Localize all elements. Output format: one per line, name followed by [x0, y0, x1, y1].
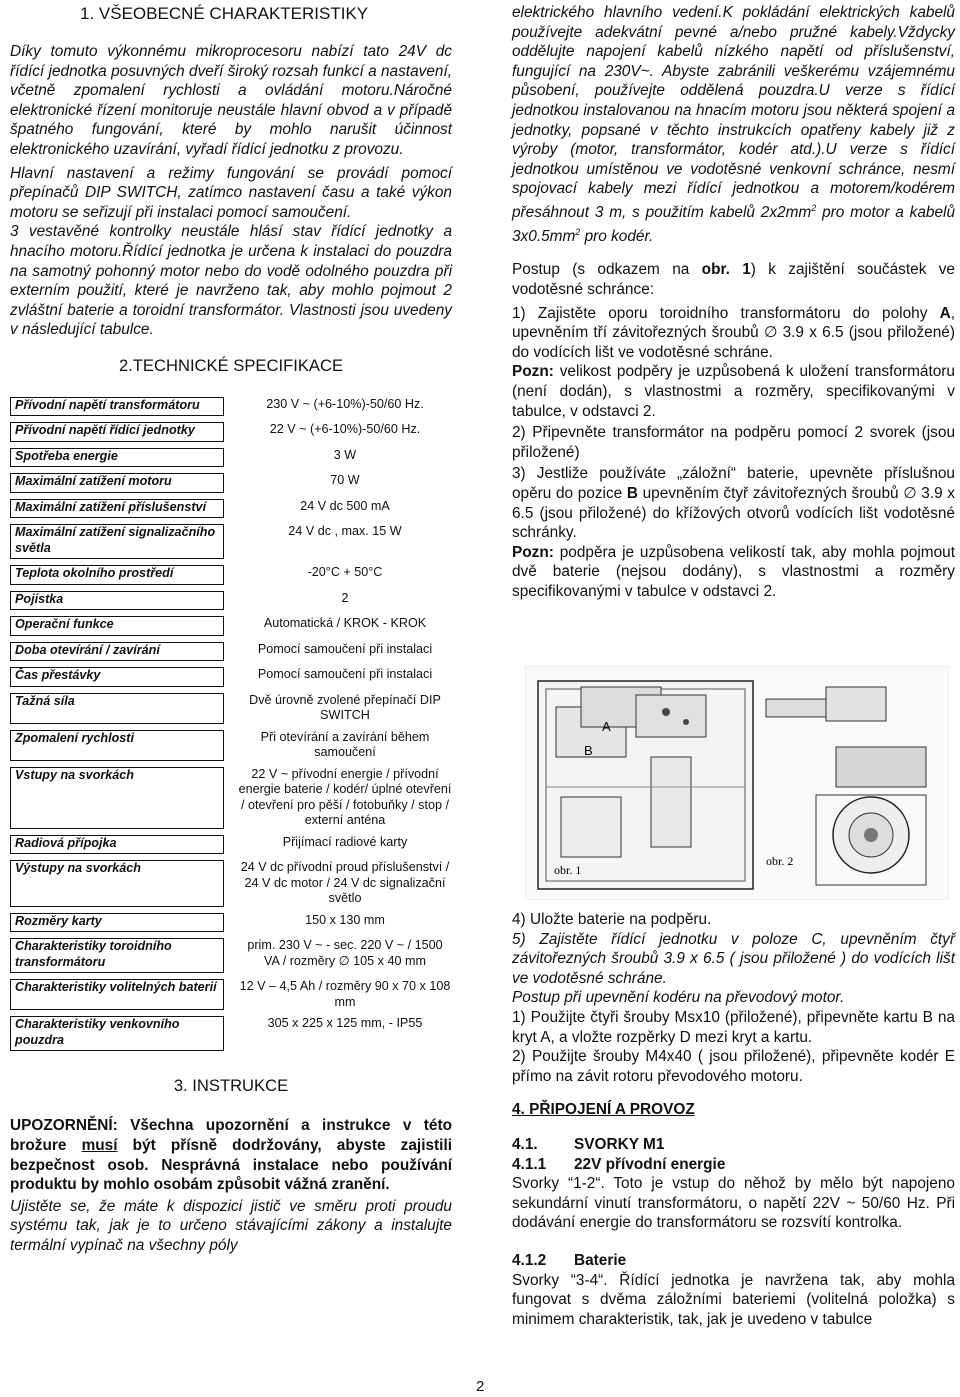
step-2: 2) Připevněte transformátor na podpěru pomocí 2 svorek (jsou přiložené) — [512, 424, 955, 461]
step-4: 4) Uložte baterie na podpěru. — [512, 911, 712, 928]
spec-value: Pomocí samoučení při instalaci — [257, 641, 433, 656]
spec-value: 22 V ~ přívodní energie / přívodní energie baterie / kodér/ úplné otevření / otevření pro pěší / fotobuňky / stop / externí anténa — [238, 766, 452, 828]
spec-key: Teplota okolního prostředí — [10, 565, 224, 585]
spec-row — [10, 730, 456, 761]
assembly-figure — [525, 666, 949, 900]
encoder-step-1: 1) Použijte čtyři šrouby Msx10 (přiložené), připevněte kartu B na kryt A, a vložte rozpěrky D mezi kryt a kartu. — [512, 1008, 955, 1046]
right-para-1-mid: pro motor a kabelů 3x0.5mm — [512, 204, 956, 245]
spec-value: -20°C + 50°C — [307, 565, 383, 580]
spec-row — [10, 591, 456, 611]
heading-4-1-2-text: Baterie — [574, 1251, 627, 1269]
spec-key: Charakteristiky volitelných baterií — [10, 979, 224, 1010]
heading-4-1-num: 4.1. — [512, 1135, 538, 1153]
assembly-drawing — [526, 667, 948, 899]
heading-4-1-1-text: 22V přívodní energie — [574, 1155, 726, 1173]
spec-value: Při otevírání a zavírání během samoučení — [260, 729, 430, 760]
spec-row — [10, 979, 456, 1010]
spec-row — [10, 499, 456, 519]
spec-key: Přívodní napětí řídící jednotky — [10, 422, 224, 442]
section-3-para-1: Ujistěte se, že máte k dispozici jistič ve směru proti proudu systému tak, jak je to určeno stávajícími zákony a instalujte termální vypínač na všechny póly — [10, 1197, 452, 1254]
section-2-title: 2.TECHNICKÉ SPECIFIKACE — [118, 355, 344, 375]
spec-row — [10, 860, 456, 907]
section-1-title: 1. VŠEOBECNÉ CHARAKTERISTIKY — [80, 4, 369, 23]
spec-key: Pojistka — [10, 591, 224, 611]
spec-row — [10, 1016, 456, 1051]
spec-value: 305 x 225 x 125 mm, - IP55 — [267, 1016, 423, 1031]
spec-key: Tažná síla — [10, 693, 224, 724]
encoder-step-2: 2) Použijte šrouby M4x40 ( jsou přiložené), připevněte kodér E přímo na závit rotoru převodového motoru. — [512, 1048, 955, 1085]
spec-row — [10, 422, 456, 442]
procedure-intro-c: ) k zajištění součástek ve vodotěsné schránce: — [512, 261, 955, 298]
spec-key: Rozměry karty — [10, 913, 224, 933]
note-label-2: Pozn: — [512, 543, 554, 561]
spec-value: 150 x 130 mm — [305, 912, 385, 927]
fig-caption-2: obr. 2 — [766, 854, 794, 868]
spec-row — [10, 767, 456, 829]
terminals-3-4-para: Svorky “3-4“. Řídící jednotka je navržena tak, aby mohla fungovat s dvěma záložními bateriemi (volitelná položka) s minimem charakteristik, tak, jak je uvedeno v tabulce — [512, 1271, 955, 1328]
terminals-1-2-para: Svorky “1-2“. Toto je vstup do něhož by mělo být napojeno sekundární vinutí transformátoru, o napětí 22V ~ 50/60 Hz. Při dodávání energie do transformátoru se rozsvítí kontrolka. — [512, 1175, 955, 1232]
heading-4-1 — [512, 1135, 955, 1155]
spec-key: Operační funkce — [10, 616, 224, 636]
spec-value: 24 V dc přívodní proud příslušenství / 24 V dc motor / 24 V dc signalizační světlo — [240, 860, 450, 906]
spec-key: Charakteristiky venkovního pouzdra — [10, 1016, 224, 1051]
page-number: 2 — [476, 1378, 485, 1395]
spec-key: Maximální zatížení signalizačního světla — [10, 524, 224, 559]
section-3-title: 3. INSTRUKCE — [173, 1076, 289, 1096]
fig-label-b: B — [584, 743, 593, 758]
spec-value: Automatická / KROK - KROK — [263, 616, 427, 631]
right-para-1-end: pro kodér. — [580, 227, 654, 245]
right-para-1-text: elektrického hlavního vedení.K pokládání elektrických kabelů používejte adekvátní pevné a/nebo pružné kabely.Vždycky oddělujte napojení kabelů nízkého napětí od příslušenství, fungující na 230V~. Abyste zabránili veškerému vzájemnému působení, používejte oddělená pouzdra.U verze s řídící jednotkou instalovanou na hnacím motoru jsou některá spojení a jednotky, popsané v těchto instrukcích opatřeny kabely již z výroby (motor, transformátor, kodér atd.).U verze s řídící jednotkou umístěnou ve vodotěsné venkovní schránce, nesmí spojovací kabely mezi řídící jednotkou a motorem/kodérem přesáhnout 3 m, s použitím kabelů 2x2mm — [512, 4, 955, 222]
step-3-a: 3) Jestliže používáte „záložní“ baterie, upevněte příslušnou opěru do pozice — [512, 465, 955, 502]
spec-key: Maximální zatížení příslušenství — [10, 499, 224, 519]
spec-row — [10, 642, 456, 662]
superscript-2: 2 — [811, 202, 817, 213]
spec-key: Přívodní napětí transformátoru — [10, 397, 224, 417]
right-para-2 — [512, 260, 955, 299]
spec-value: 70 W — [330, 473, 360, 488]
spec-value: Pomocí samoučení při instalaci — [257, 667, 433, 682]
spec-value: Přijímací radiové karty — [282, 834, 408, 849]
note-label: Pozn: — [512, 363, 554, 381]
spec-key: Doba otevírání / zavírání — [10, 642, 224, 662]
spec-row — [10, 835, 456, 855]
spec-value: 24 V dc 500 mA — [300, 498, 390, 513]
spec-row — [10, 524, 456, 559]
superscript-2b: 2 — [575, 226, 581, 237]
spec-row — [10, 667, 456, 687]
spec-row — [10, 448, 456, 468]
procedure-intro-a: Postup (s odkazem na — [512, 261, 702, 279]
spec-value: 230 V ~ (+6-10%)-50/60 Hz. — [266, 396, 424, 411]
spec-row — [10, 397, 456, 417]
step-3-pos: B — [626, 484, 638, 502]
right-column — [512, 0, 955, 601]
step-1-c: , upevněním tří závitořezných šroubů ∅ 3.9 x 6.5 (jsou přiložené) do vodících lišt ve vodotěsné schráne. — [512, 304, 955, 361]
fig-ref: obr. 1 — [701, 261, 751, 279]
step-1 — [512, 304, 955, 363]
heading-4-1-text: SVORKY M1 — [574, 1135, 665, 1153]
section-1-para-3: 3 vestavěné kontrolky neustále hlásí stav řídící jednotky a hnacího motoru.Řídící jednotka je určena k instalaci do pouzdra na samotný pohonný motor nebo do vodě odolného pouzdra při externím použití, které je navrženo tak, aby mohlo pojmout 2 zvláštní baterie a toroidní transformátor. Vlastnosti jsou uvedeny v následující tabulce. — [10, 223, 452, 339]
spec-row — [10, 565, 456, 585]
note-text: velikost podpěry je uzpůsobená k uložení transformátoru (není dodán), s vlastnostmi a rozměry, specifikovanými v tabulce, v odstavci 2. — [512, 363, 955, 420]
spec-table — [10, 397, 456, 1052]
heading-4-1-2 — [512, 1251, 955, 1271]
spec-row — [10, 616, 456, 636]
spec-key: Maximální zatížení motoru — [10, 473, 224, 493]
spec-value: 2 — [341, 590, 349, 605]
step-3-c: upevněním čtyř závitořezných šroubů ∅ 3.9 x 6.5 (jsou přiložené) do křížových otvorů vodících lišt vodotěsné schránky. — [512, 484, 955, 542]
spec-row — [10, 693, 456, 724]
spec-value: 22 V ~ (+6-10%)-50/60 Hz. — [269, 422, 421, 437]
spec-row — [10, 913, 456, 933]
section-3-warning — [10, 1116, 452, 1194]
spec-value: 3 W — [333, 447, 357, 462]
fig-caption-1: obr. 1 — [554, 863, 582, 877]
heading-4-1-1 — [512, 1155, 955, 1175]
warning-text-b: být přísně dodržovány, abyste zajistili bezpečnost osob. Nesprávná instalace nebo používání produktu by mohlo osobám způsobit vážná zranění. — [10, 1137, 452, 1194]
spec-key: Spotřeba energie — [10, 448, 224, 468]
spec-key: Zpomalení rychlosti — [10, 730, 224, 761]
step-3 — [512, 464, 955, 542]
warning-emphasis: musí — [81, 1137, 118, 1154]
spec-row — [10, 473, 456, 493]
spec-value: 24 V dc , max. 15 W — [288, 524, 402, 539]
encoder-procedure: Postup při upevnění kodéru na převodový motor. — [512, 989, 845, 1007]
step-1-a: 1) Zajistěte oporu toroidního transformátoru do polohy — [512, 304, 940, 322]
heading-4-1-1-num: 4.1.1 — [512, 1155, 547, 1173]
fig-label-a: A — [602, 719, 611, 734]
spec-key: Radiová přípojka — [10, 835, 224, 855]
right-column-lower — [512, 910, 955, 1329]
right-para-1 — [512, 3, 955, 246]
spec-key: Vstupy na svorkách — [10, 767, 224, 829]
note-text-2: podpěra je uzpůsobena velikostí tak, aby mohla pojmout dvě baterie (nejsou dodány), s vlastnostmi a rozměry specifikovanými v tabulce v odstavci 2. — [512, 543, 955, 600]
step-5: 5) Zajistěte řídící jednotku v poloze C, upevněním čtyř závitořezných šroubů 3.9 x 6.5 ( jsou přiložené ) do vodících lišt ve vodotěsné schráne. — [512, 930, 955, 987]
heading-4-1-2-num: 4.1.2 — [512, 1251, 547, 1269]
spec-value: prim. 230 V ~ - sec. 220 V ~ / 1500 VA / rozměry ∅ 105 x 40 mm — [247, 938, 443, 968]
spec-key: Výstupy na svorkách — [10, 860, 224, 907]
step-1-note — [512, 362, 955, 421]
spec-row — [10, 938, 456, 973]
spec-value: 12 V – 4,5 Ah / rozměry 90 x 70 x 108 mm — [239, 979, 451, 1009]
step-3-note — [512, 543, 955, 602]
spec-value: Dvě úrovně zvolené přepínačí DIP SWITCH — [249, 692, 441, 723]
section-1-para-2: Hlavní nastavení a režimy fungování se provádí pomocí přepínačů DIP SWITCH, zatímco nastavení času a také výkon motoru se seřizují při instalaci pomocí samoučení. — [10, 164, 452, 221]
warning-text-a: UPOZORNĚNÍ: Všechna upozornění a instrukce v této brožure — [10, 1117, 452, 1154]
step-1-pos: A — [939, 304, 951, 322]
section-4-title: 4. PŘIPOJENÍ A PROVOZ — [512, 1101, 695, 1119]
section-1-para-1: Díky tomuto výkonnému mikroprocesoru nabízí tato 24V dc řídící jednotka posuvných dveří široký rozsah funkcí a nastavení, včetně zpomalení rychlosti a ovládání motoru.Náročné elektronické řízení monitoruje neustále hlavní obvod a v případě špatného fungování, které by mohlo narušit účinnost elektronického uzavírání, vyřadí řídící jednotku z provozu. — [10, 43, 452, 158]
left-column — [10, 0, 452, 1256]
spec-key: Charakteristiky toroidního transformátoru — [10, 938, 224, 973]
spec-key: Čas přestávky — [10, 667, 224, 687]
